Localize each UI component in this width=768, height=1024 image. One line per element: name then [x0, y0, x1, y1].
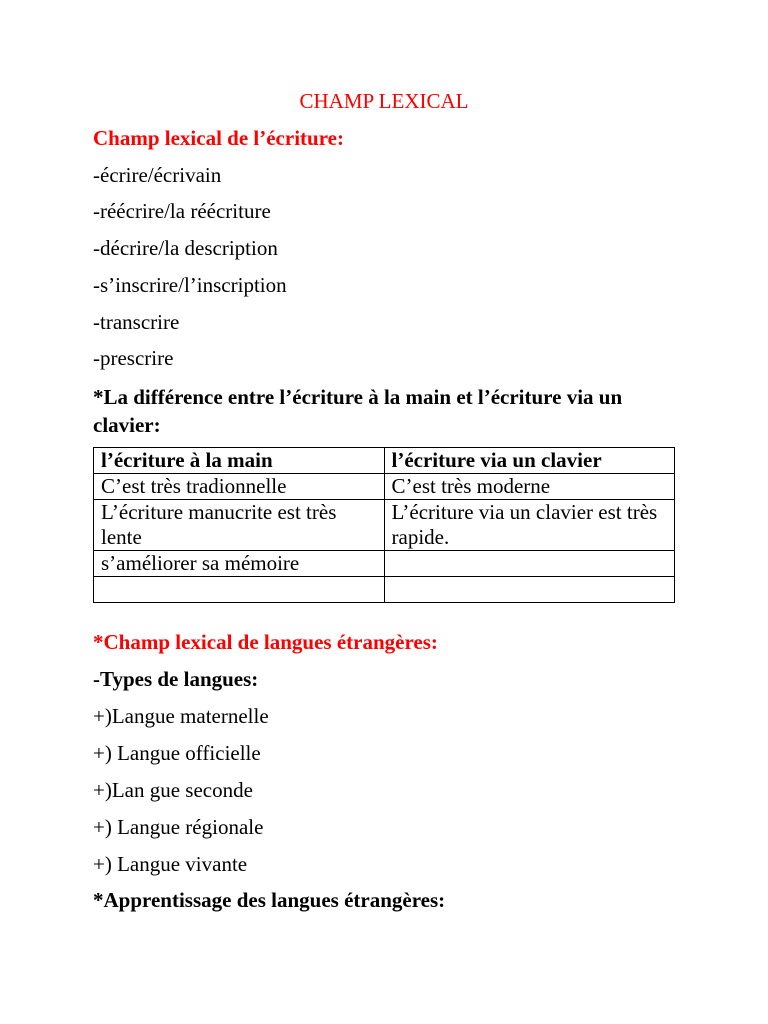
list-item: -transcrire [93, 310, 180, 334]
comparison-heading: *La différence entre l’écriture à la main et l’écriture via un clavier: [93, 385, 623, 437]
table-cell: C’est très moderne [384, 474, 675, 500]
list-item: +) Langue régionale [93, 815, 264, 839]
table-cell: C’est très tradionnelle [94, 474, 385, 500]
list-item: -décrire/la description [93, 236, 278, 260]
table-cell: L’écriture manucrite est très lente [94, 500, 385, 551]
table-header-cell: l’écriture à la main [94, 448, 385, 474]
table-cell [384, 551, 675, 577]
table-row [94, 577, 675, 603]
table-row [94, 551, 675, 577]
table-row [94, 500, 675, 551]
list-item: +) Langue officielle [93, 741, 261, 765]
section-heading-ecriture: Champ lexical de l’écriture: [93, 126, 344, 150]
list-item: -réécrire/la réécriture [93, 199, 271, 223]
table-header-cell: l’écriture via un clavier [384, 448, 675, 474]
list-item: -s’inscrire/l’inscription [93, 273, 287, 297]
document-title: CHAMP LEXICAL [299, 89, 469, 113]
table-cell: L’écriture via un clavier est très rapide. [384, 500, 675, 551]
list-item: -écrire/écrivain [93, 163, 222, 187]
section-heading-apprentissage: *Apprentissage des langues étrangères: [93, 888, 446, 912]
subheading-types: -Types de langues: [93, 667, 259, 691]
table-cell [384, 577, 675, 603]
section-heading-langues: *Champ lexical de langues étrangères: [93, 630, 438, 654]
table-cell [94, 577, 385, 603]
table-row [94, 474, 675, 500]
list-item: +)Lan gue seconde [93, 778, 253, 802]
table-header-row [94, 448, 675, 474]
list-item: -prescrire [93, 346, 174, 370]
comparison-table [93, 447, 675, 603]
list-item: +)Langue maternelle [93, 704, 269, 728]
table-cell: s’améliorer sa mémoire [94, 551, 385, 577]
list-item: +) Langue vivante [93, 852, 248, 876]
